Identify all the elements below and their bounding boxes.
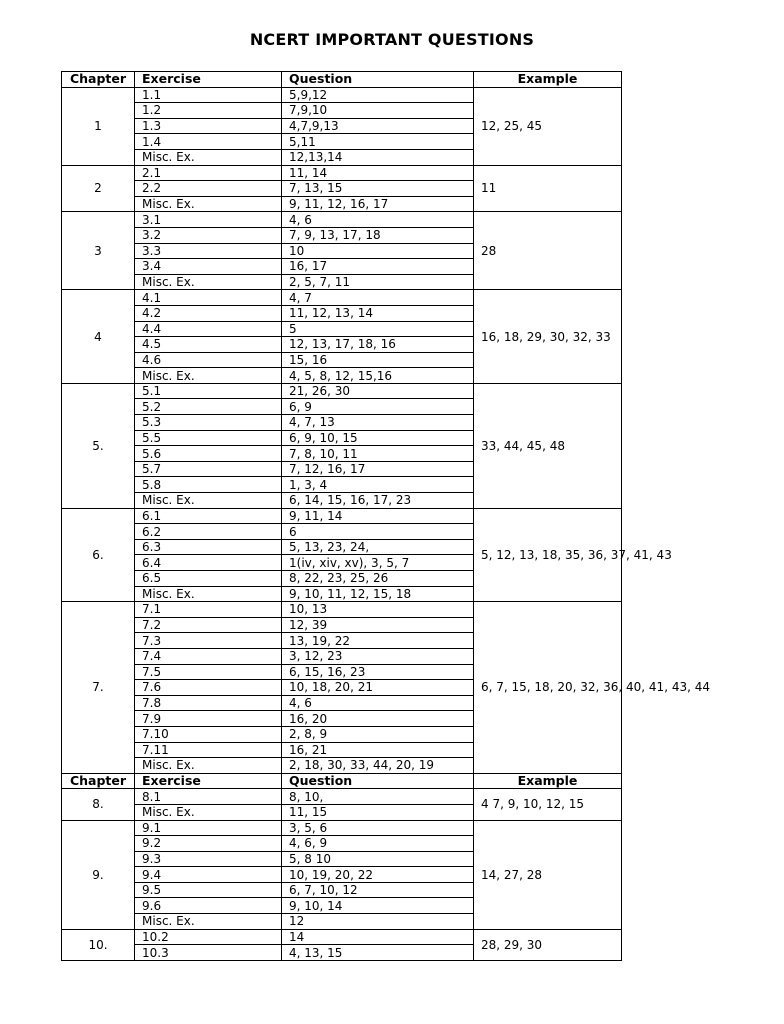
question-cell: 1(iv, xiv, xv), 3, 5, 7: [282, 555, 474, 571]
exercise-cell: 7.6: [135, 680, 282, 696]
exercise-cell: 9.2: [135, 836, 282, 852]
example-cell: 16, 18, 29, 30, 32, 33: [474, 290, 622, 384]
chapter-cell: 3: [62, 212, 135, 290]
question-cell: 5: [282, 321, 474, 337]
chapter-cell: 7.: [62, 602, 135, 774]
exercise-cell: 7.10: [135, 726, 282, 742]
example-cell: 14, 27, 28: [474, 820, 622, 929]
exercise-cell: 9.3: [135, 851, 282, 867]
table-row: [62, 602, 622, 618]
exercise-cell: Misc. Ex.: [135, 149, 282, 165]
exercise-cell: 7.5: [135, 664, 282, 680]
question-cell: 5, 13, 23, 24,: [282, 539, 474, 555]
table-row: [62, 87, 622, 103]
exercise-cell: Misc. Ex.: [135, 368, 282, 384]
exercise-cell: 5.2: [135, 399, 282, 415]
exercise-cell: Misc. Ex.: [135, 586, 282, 602]
exercise-cell: 8.1: [135, 789, 282, 805]
exercise-cell: 10.2: [135, 929, 282, 945]
header-chapter: Chapter: [62, 72, 135, 88]
table-row: [62, 929, 622, 945]
question-cell: 4, 5, 8, 12, 15,16: [282, 368, 474, 384]
table-row: [62, 789, 622, 805]
example-cell: 6, 7, 15, 18, 20, 32, 36, 40, 41, 43, 44: [474, 602, 622, 774]
question-cell: 9, 10, 14: [282, 898, 474, 914]
exercise-cell: 9.5: [135, 882, 282, 898]
question-cell: 9, 10, 11, 12, 15, 18: [282, 586, 474, 602]
header-example: Example: [474, 72, 622, 88]
table-row: [62, 290, 622, 306]
question-cell: 7, 13, 15: [282, 181, 474, 197]
question-cell: 15, 16: [282, 352, 474, 368]
question-cell: 7,9,10: [282, 103, 474, 119]
exercise-cell: 1.3: [135, 118, 282, 134]
table-row: [62, 820, 622, 836]
chapter-cell: 2: [62, 165, 135, 212]
question-cell: 1, 3, 4: [282, 477, 474, 493]
exercise-cell: Misc. Ex.: [135, 274, 282, 290]
exercise-cell: 6.3: [135, 539, 282, 555]
exercise-cell: 2.2: [135, 181, 282, 197]
exercise-cell: 7.8: [135, 695, 282, 711]
question-cell: 8, 10,: [282, 789, 474, 805]
question-cell: 16, 17: [282, 259, 474, 275]
exercise-cell: 1.4: [135, 134, 282, 150]
exercise-cell: 3.2: [135, 227, 282, 243]
question-cell: 4, 13, 15: [282, 945, 474, 961]
example-cell: 11: [474, 165, 622, 212]
question-cell: 12: [282, 914, 474, 930]
exercise-cell: 4.6: [135, 352, 282, 368]
page-title: NCERT IMPORTANT QUESTIONS: [249, 30, 535, 49]
exercise-cell: 7.2: [135, 617, 282, 633]
question-cell: 6, 7, 10, 12: [282, 882, 474, 898]
example-cell: 33, 44, 45, 48: [474, 383, 622, 508]
question-cell: 11, 14: [282, 165, 474, 181]
exercise-cell: 7.3: [135, 633, 282, 649]
exercise-cell: 6.5: [135, 571, 282, 587]
question-cell: 5,11: [282, 134, 474, 150]
question-cell: 7, 8, 10, 11: [282, 446, 474, 462]
exercise-cell: 3.3: [135, 243, 282, 259]
exercise-cell: 7.9: [135, 711, 282, 727]
exercise-cell: 4.1: [135, 290, 282, 306]
question-cell: 13, 19, 22: [282, 633, 474, 649]
exercise-cell: 10.3: [135, 945, 282, 961]
question-cell: 5, 8 10: [282, 851, 474, 867]
question-cell: 6, 15, 16, 23: [282, 664, 474, 680]
question-cell: 10, 19, 20, 22: [282, 867, 474, 883]
question-cell: 12, 13, 17, 18, 16: [282, 337, 474, 353]
questions-table-body: [62, 71, 710, 961]
question-cell: 16, 20: [282, 711, 474, 727]
example-cell: 5, 12, 13, 18, 35, 36, 37, 41, 43: [474, 508, 622, 602]
example-cell: 28: [474, 212, 622, 290]
chapter-cell: 4: [62, 290, 135, 384]
chapter-cell: 1: [62, 87, 135, 165]
exercise-cell: 3.1: [135, 212, 282, 228]
exercise-cell: Misc. Ex.: [135, 493, 282, 509]
header-row: [62, 773, 622, 789]
exercise-cell: 1.1: [135, 87, 282, 103]
exercise-cell: 9.4: [135, 867, 282, 883]
question-cell: 3, 12, 23: [282, 648, 474, 664]
questions-table: [61, 71, 710, 961]
exercise-cell: 5.6: [135, 446, 282, 462]
question-cell: 4, 7, 13: [282, 415, 474, 431]
exercise-cell: 6.1: [135, 508, 282, 524]
exercise-cell: Misc. Ex.: [135, 804, 282, 820]
table-row: [62, 508, 622, 524]
exercise-cell: 5.7: [135, 461, 282, 477]
question-cell: 14: [282, 929, 474, 945]
exercise-cell: 3.4: [135, 259, 282, 275]
question-cell: 7, 9, 13, 17, 18: [282, 227, 474, 243]
exercise-cell: 7.1: [135, 602, 282, 618]
table-row: [62, 165, 622, 181]
question-cell: 3, 5, 6: [282, 820, 474, 836]
example-cell: 28, 29, 30: [474, 929, 622, 960]
question-cell: 4, 6, 9: [282, 836, 474, 852]
exercise-cell: 1.2: [135, 103, 282, 119]
exercise-cell: 5.3: [135, 415, 282, 431]
exercise-cell: 9.6: [135, 898, 282, 914]
question-cell: 2, 5, 7, 11: [282, 274, 474, 290]
exercise-cell: 6.4: [135, 555, 282, 571]
question-cell: 4, 6: [282, 212, 474, 228]
question-cell: 16, 21: [282, 742, 474, 758]
question-cell: 6, 9, 10, 15: [282, 430, 474, 446]
question-cell: 4, 7: [282, 290, 474, 306]
exercise-cell: 7.11: [135, 742, 282, 758]
question-cell: 2, 8, 9: [282, 726, 474, 742]
exercise-cell: 9.1: [135, 820, 282, 836]
question-cell: 6, 14, 15, 16, 17, 23: [282, 493, 474, 509]
question-cell: 10, 18, 20, 21: [282, 680, 474, 696]
exercise-cell: 2.1: [135, 165, 282, 181]
header-exercise: Exercise: [135, 773, 282, 789]
header-row: [62, 72, 622, 88]
exercise-cell: Misc. Ex.: [135, 914, 282, 930]
header-example: Example: [474, 773, 622, 789]
question-cell: 11, 12, 13, 14: [282, 305, 474, 321]
question-cell: 10, 13: [282, 602, 474, 618]
question-cell: 12, 39: [282, 617, 474, 633]
exercise-cell: Misc. Ex.: [135, 758, 282, 774]
question-cell: 4, 6: [282, 695, 474, 711]
header-exercise: Exercise: [135, 72, 282, 88]
exercise-cell: 4.4: [135, 321, 282, 337]
exercise-cell: 6.2: [135, 524, 282, 540]
question-cell: 10: [282, 243, 474, 259]
question-cell: 11, 15: [282, 804, 474, 820]
question-cell: 9, 11, 14: [282, 508, 474, 524]
chapter-cell: 5.: [62, 383, 135, 508]
example-cell: 4 7, 9, 10, 12, 15: [474, 789, 622, 820]
header-chapter: Chapter: [62, 773, 135, 789]
question-cell: 8, 22, 23, 25, 26: [282, 571, 474, 587]
header-question: Question: [282, 72, 474, 88]
chapter-cell: 10.: [62, 929, 135, 960]
exercise-cell: 7.4: [135, 648, 282, 664]
question-cell: 6, 9: [282, 399, 474, 415]
chapter-cell: 9.: [62, 820, 135, 929]
exercise-cell: Misc. Ex.: [135, 196, 282, 212]
question-cell: 4,7,9,13: [282, 118, 474, 134]
chapter-cell: 6.: [62, 508, 135, 602]
question-cell: 9, 11, 12, 16, 17: [282, 196, 474, 212]
exercise-cell: 4.2: [135, 305, 282, 321]
exercise-cell: 5.1: [135, 383, 282, 399]
exercise-cell: 4.5: [135, 337, 282, 353]
question-cell: 7, 12, 16, 17: [282, 461, 474, 477]
exercise-cell: 5.8: [135, 477, 282, 493]
question-cell: 2, 18, 30, 33, 44, 20, 19: [282, 758, 474, 774]
chapter-cell: 8.: [62, 789, 135, 820]
table-row: [62, 383, 622, 399]
question-cell: 5,9,12: [282, 87, 474, 103]
question-cell: 6: [282, 524, 474, 540]
table-row: [62, 212, 622, 228]
exercise-cell: 5.5: [135, 430, 282, 446]
header-question: Question: [282, 773, 474, 789]
question-cell: 21, 26, 30: [282, 383, 474, 399]
example-cell: 12, 25, 45: [474, 87, 622, 165]
question-cell: 12,13,14: [282, 149, 474, 165]
